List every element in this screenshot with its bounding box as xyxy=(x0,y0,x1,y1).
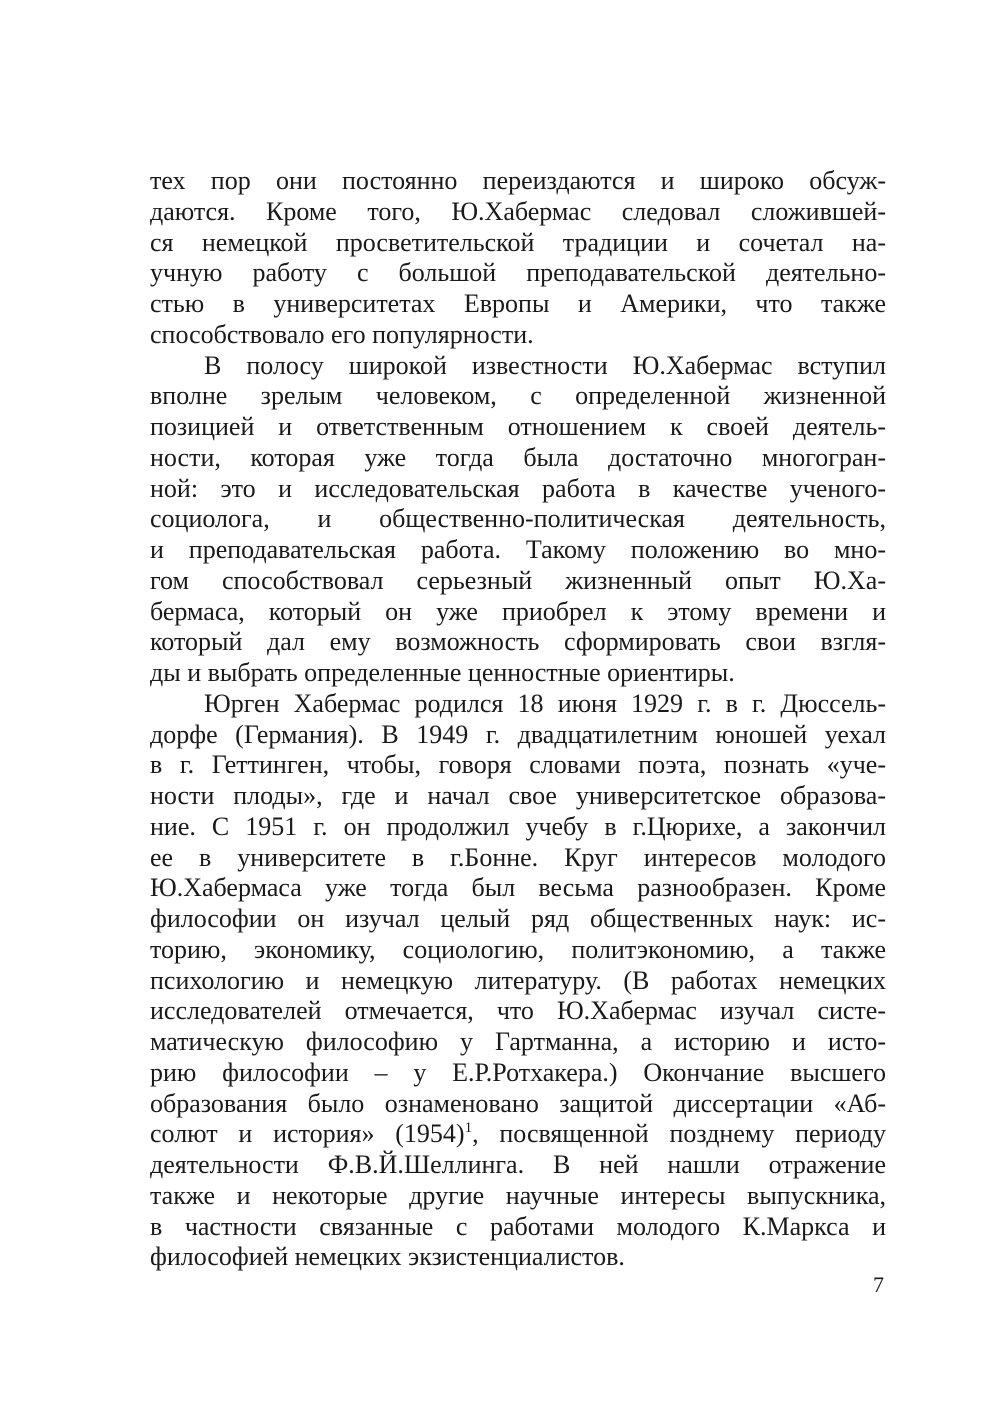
text-line: дорфе (Германия). В 1949 г. двадцатилетним юношей уехал xyxy=(150,719,886,749)
text-line: философии он изучал целый ряд общественных наук: ис- xyxy=(150,904,886,933)
text-line: рию философии – у Е.Р.Ротхакера.) Окончание высшего xyxy=(150,1057,886,1087)
text-line: образования было ознаменовано защитой диссертации «Аб- xyxy=(150,1088,886,1118)
text-line: тех пор они постоянно переиздаются и широко обсуж- xyxy=(150,166,886,195)
text-line: социолога, и общественно-политическая деятельность, xyxy=(150,504,886,534)
text-line-with-footnote xyxy=(150,1119,886,1150)
text-line: вполне зрелым человеком, с определенной жизненной xyxy=(150,381,886,411)
text-line: и преподавательская работа. Такому положению во мно- xyxy=(150,535,886,564)
text-line: ее в университете в г.Бонне. Круг интересов молодого xyxy=(150,842,886,872)
text-line: Ю.Хабермаса уже тогда был весьма разнообразен. Кроме xyxy=(150,873,886,903)
text-line: стью в университетах Европы и Америки, что также xyxy=(150,289,886,318)
page-number: 7 xyxy=(873,1272,884,1297)
text-line: гом способствовал серьезный жизненный опыт Ю.Ха- xyxy=(150,565,886,595)
text-line: который дал ему возможность сформировать свои взгля- xyxy=(150,627,886,657)
line-start: солют и история» (1954) xyxy=(150,1119,465,1149)
text-line: деятельности Ф.В.Й.Шеллинга. В ней нашли отражение xyxy=(150,1150,886,1179)
text-line: учную работу с большой преподавательской деятельно- xyxy=(150,258,886,288)
text-line: исследователей отмечается, что Ю.Хабермас изучал систе- xyxy=(150,996,886,1026)
text-line: также и некоторые другие научные интересы выпускника, xyxy=(150,1180,886,1210)
text-line: даются. Кроме того, Ю.Хабермас следовал сложившей- xyxy=(150,196,886,226)
text-line: способствовало его популярности. xyxy=(150,319,534,349)
text-line: матическую философию у Гартманна, а историю и исто- xyxy=(150,1027,886,1056)
text-line: торию, экономику, социологию, политэкономию, а также xyxy=(150,934,886,964)
text-line: психологию и немецкую литературу. (В работах немецких xyxy=(150,965,886,995)
text-line: ся немецкой просветительской традиции и сочетал на- xyxy=(150,227,886,257)
text-line: ды и выбрать определенные ценностные ориентиры. xyxy=(150,658,735,687)
line-end: , посвященной позднему периоду xyxy=(472,1119,886,1149)
text-line: Юрген Хабермас родился 18 июня 1929 г. в г. Дюссель- xyxy=(204,688,886,718)
text-line: В полосу широкой известности Ю.Хабермас вступил xyxy=(204,350,886,380)
text-line: в частности связанные с работами молодого К.Маркса и xyxy=(150,1211,886,1241)
text-line: ности, которая уже тогда была достаточно многогран- xyxy=(150,442,886,472)
text-line: бермаса, который он уже приобрел к этому времени и xyxy=(150,596,886,626)
paragraph-3 xyxy=(150,689,886,1273)
text-line: позицией и ответственным отношением к своей деятель- xyxy=(150,412,886,441)
paragraph-1 xyxy=(150,166,886,351)
text-line: в г. Геттинген, чтобы, говоря словами поэта, познать «уче- xyxy=(150,750,886,780)
footnote-marker: 1 xyxy=(464,1120,473,1137)
paragraph-2 xyxy=(150,351,886,689)
page-body xyxy=(150,166,886,1273)
text-line: ние. С 1951 г. он продолжил учебу в г.Цюрихе, а закончил xyxy=(150,811,886,841)
text-line: философией немецких экзистенциалистов. xyxy=(150,1242,625,1272)
text-line: ности плоды», где и начал свое университетское образова- xyxy=(150,781,886,810)
text-line: ной: это и исследовательская работа в качестве ученого- xyxy=(150,473,886,503)
